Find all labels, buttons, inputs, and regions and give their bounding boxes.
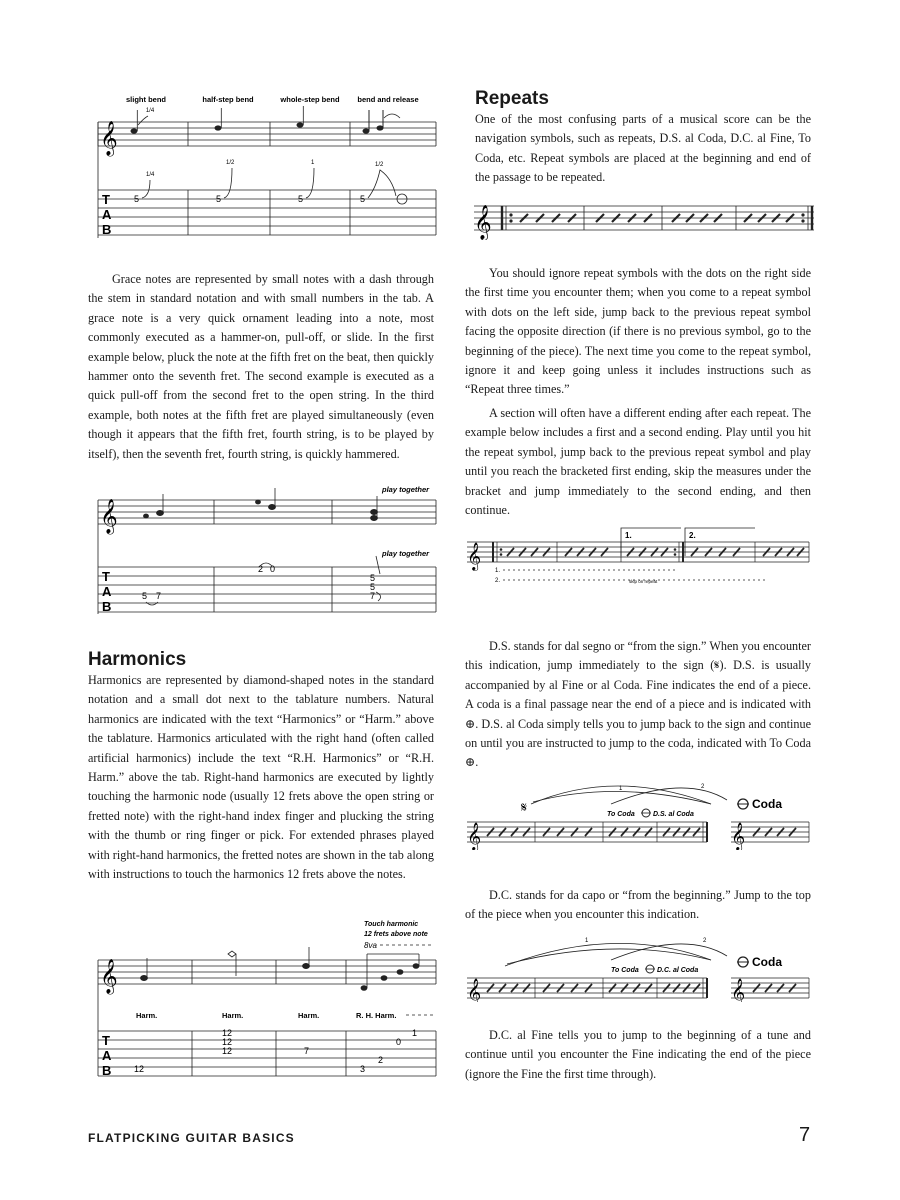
harm-tab-7: 0: [396, 1037, 402, 1047]
tab-grace-4: 0: [270, 564, 276, 574]
harm-label-3: Harm.: [298, 1011, 320, 1020]
tab-fret-3: 5: [298, 194, 304, 204]
dc-staff: [467, 978, 809, 998]
harmonics-paragraph: Harmonics are represented by diamond-shaped notes in the standard notation and a small dot next to the tablature numbers. Natural harmonics are indicated with the text “Harmonics” or “Harm.” above the tablature. Harmonics articulated with the right hand (often called artificial harmonics) include the text “R.H. Harmonics” or “R.H. Harm.” above the tab. Right-hand harmonics are executed by lightly touching the harmonic node (usually 12 frets above the open string or fretted note) with the right-hand index finger and plucking the string with the thumb or ring finger or pick. For extended phrases played with right-hand harmonics, the fretted notes are shown in the tab along with instructions to touch the harmonics 12 frets above the notes.: [88, 673, 434, 882]
ds-arc-num-2: 2: [701, 784, 705, 790]
tab-grace-1: 5: [142, 591, 148, 601]
ds-arcs: [531, 786, 727, 804]
ds-staff: [467, 822, 809, 842]
tab-grace-5: 5: [370, 573, 376, 583]
treble-clef-icon-4: 𝄞: [474, 206, 492, 239]
coda-label: Coda: [752, 797, 782, 811]
tab-grace-2: 7: [156, 591, 162, 601]
grace-slurs: [146, 556, 381, 605]
dc-arc-num-2: 2: [703, 938, 707, 944]
standard-staff: [98, 122, 436, 238]
ds-example-svg: [465, 778, 811, 850]
grace-note-marks: [144, 488, 378, 521]
label-half-step-bend: half-step bend: [202, 95, 254, 104]
grace-notes-figure: [88, 482, 440, 617]
treble-clef-icon: 𝄞: [100, 122, 118, 155]
path-line-2-label: 2.: [495, 578, 501, 584]
treble-clef-icon-2: 𝄞: [100, 500, 118, 533]
frets-above-label: 12 frets above note: [364, 931, 428, 938]
treble-clef-icon-5: 𝄞: [467, 543, 482, 570]
ds-to-coda-label: To Coda: [607, 811, 635, 818]
repeats-paragraph: One of the most confusing parts of a musical score can be the navigation symbols, such as repeats, D.S. al Coda, D.C. al Fine, To Coda, etc. Repeat symbols are placed at the beginning and end of the passage to be repeated.: [475, 112, 811, 185]
ignore-repeats-paragraph: You should ignore repeat symbols with the dots on the right side the first time you encounter them; when you come to a repeat symbol with dots on the left side, jump back to the previous repeat symbol facing the opposite direction (if there is no previous symbol, go to the beginning of the piece). The next time you come to the repeat symbol, ignore it and keep going unless it includes instructions such as “Repeat three times.”: [465, 266, 811, 397]
ottava-mark: 8va: [364, 941, 377, 950]
play-together-tab: play together: [382, 549, 430, 558]
ds-al-coda-label: D.S. al Coda: [653, 811, 694, 818]
tab-clef-a-2: A: [102, 584, 112, 599]
harmonics-heading: Harmonics: [88, 649, 187, 670]
tab-fret-1: 5: [134, 194, 140, 204]
segno-sign-icon: 𝄋: [521, 799, 528, 815]
tab-clef-b-2: B: [102, 599, 112, 614]
ds-example-figure: [465, 778, 811, 850]
harm-tab-4: 12: [222, 1046, 233, 1056]
harm-tab-1: 12: [134, 1064, 145, 1074]
tab-mark-3: 1: [311, 160, 315, 166]
label-whole-step-bend: whole-step bend: [280, 95, 340, 104]
staff-mark-quarter: 1/4: [145, 108, 155, 114]
dc-al-coda-label: D.C. al Coda: [657, 967, 699, 974]
ds-arc-num-1: 1: [619, 786, 623, 792]
tab-mark-4: 1/2: [375, 162, 384, 168]
dc-example-svg: [465, 930, 811, 1002]
harm-tab-8: 1: [412, 1028, 418, 1038]
page-number: 7: [799, 1124, 811, 1146]
harm-tab-3: 12: [222, 1037, 233, 1047]
treble-clef-icon-7: 𝄞: [731, 823, 746, 850]
bend-notation-svg: [88, 88, 440, 248]
harmonics-svg: [88, 914, 440, 1080]
treble-clef-icon-3: 𝄞: [100, 960, 118, 993]
label-bend-release: bend and release: [357, 95, 419, 104]
tab-staff-2: [98, 567, 436, 612]
label-slight-bend: slight bend: [126, 95, 166, 104]
tab-clef-t: T: [102, 192, 110, 207]
endings-staff: [467, 542, 809, 562]
endings-paragraph: A section will often have a different ending after each repeat. The example below includes a first and a second ending. Play until you hit the repeat symbol, jump back to the previous repeat symbol and play until you reach the bracketed first ending, skip the measures under the bracket and jump immediately to the second ending, and then continue.: [465, 406, 811, 518]
footer-book-title: FLATPICKING GUITAR BASICS: [88, 1131, 295, 1145]
dc-al-fine-paragraph: D.C. al Fine tells you to jump to the beginning of a tune and continue until you encounter the Fine indicating the end of the piece (ignore the Fine the first time through).: [465, 1028, 811, 1081]
bend-notes: [131, 106, 401, 134]
tab-staff: [98, 190, 436, 235]
touch-harmonic-label: Touch harmonic: [364, 921, 419, 928]
dc-paragraph: D.C. stands for da capo or “from the beginning.” Jump to the top of the piece when you encounter this indication.: [465, 888, 811, 922]
harm-tab-5: 7: [304, 1046, 310, 1056]
tab-clef-b: B: [102, 222, 112, 237]
tab-clef-t-2: T: [102, 569, 110, 584]
endings-example-svg: [465, 522, 811, 588]
bend-notation-figure: [88, 88, 440, 248]
harm-tab-6: 2: [378, 1055, 384, 1065]
tab-mark-2: 1/2: [226, 160, 235, 166]
tab-clef-t-3: T: [102, 1033, 110, 1048]
harmonics-figure: [88, 914, 440, 1080]
tab-clef-b-3: B: [102, 1063, 112, 1078]
grace-notes-paragraph: Grace notes are represented by small notes with a dash through the stem in standard notation and with small numbers in the tab. A grace note is a very quick ornament leading into a note, most commonly executed as a hammer-on, pull-off, or slide. In the first example below, pluck the note at the fifth fret on the beat, then quickly hammer onto the seventh fret. The second example is executed as a quick pull-off from the second fret to the open string. In the third example, both notes at the fifth fret are played simultaneously (even though it appears that the fifth fret, fourth string, is to be played by itself), then the seventh fret, fourth string, is quickly hammered.: [88, 272, 434, 461]
repeats-heading: Repeats: [475, 88, 549, 109]
path-line-1-label: 1.: [495, 568, 501, 574]
repeat-example-svg: [472, 196, 818, 240]
harm-tab-2: 12: [222, 1028, 233, 1038]
endings-example-figure: [465, 522, 811, 588]
dc-to-coda-label: To Coda: [611, 967, 639, 974]
treble-clef-icon-9: 𝄞: [731, 979, 746, 1002]
dc-example-figure: [465, 930, 811, 1002]
harm-label-2: Harm.: [222, 1011, 244, 1020]
dc-arc-num-1: 1: [585, 938, 589, 944]
second-ending-label: 2.: [689, 531, 696, 540]
ds-paragraph: D.S. stands for dal segno or “from the sign.” When you encounter this indication, jump immediately to the sign (𝄋). D.S. is usually accompanied by al Fine or al Coda. Fine indicates the end of a piece. A coda is a final passage near the end of a piece and is indicated with ⊕. D.S. al Coda simply tells you to jump back to the sign and continue on until you are instructed to jump to the coda, indicated with To Coda ⊕.: [465, 639, 811, 770]
treble-clef-icon-8: 𝄞: [467, 979, 482, 1002]
harm-label-1: Harm.: [136, 1011, 158, 1020]
harm-tab-9: 3: [360, 1064, 366, 1074]
play-together-top: play together: [382, 485, 430, 494]
first-ending-label: 1.: [625, 531, 632, 540]
dc-coda-label: Coda: [752, 955, 782, 969]
tab-clef-a-3: A: [102, 1048, 112, 1063]
dc-arcs: [505, 943, 727, 966]
grace-notes-svg: [88, 482, 440, 617]
tab-grace-7: 7: [370, 591, 376, 601]
repeat-example-figure: [472, 196, 818, 240]
tab-grace-6: 5: [370, 582, 376, 592]
tab-clef-a: A: [102, 207, 112, 222]
tab-fret-4: 5: [360, 194, 366, 204]
tab-staff-3: [98, 1031, 436, 1076]
tab-mark-1: 1/4: [146, 172, 155, 178]
skip-on-repeat-label: skip on repeat: [629, 579, 658, 584]
tab-fret-2: 5: [216, 194, 222, 204]
harm-label-4: R. H. Harm.: [356, 1011, 397, 1020]
treble-clef-icon-6: 𝄞: [467, 823, 482, 850]
tab-grace-3: 2: [258, 564, 264, 574]
